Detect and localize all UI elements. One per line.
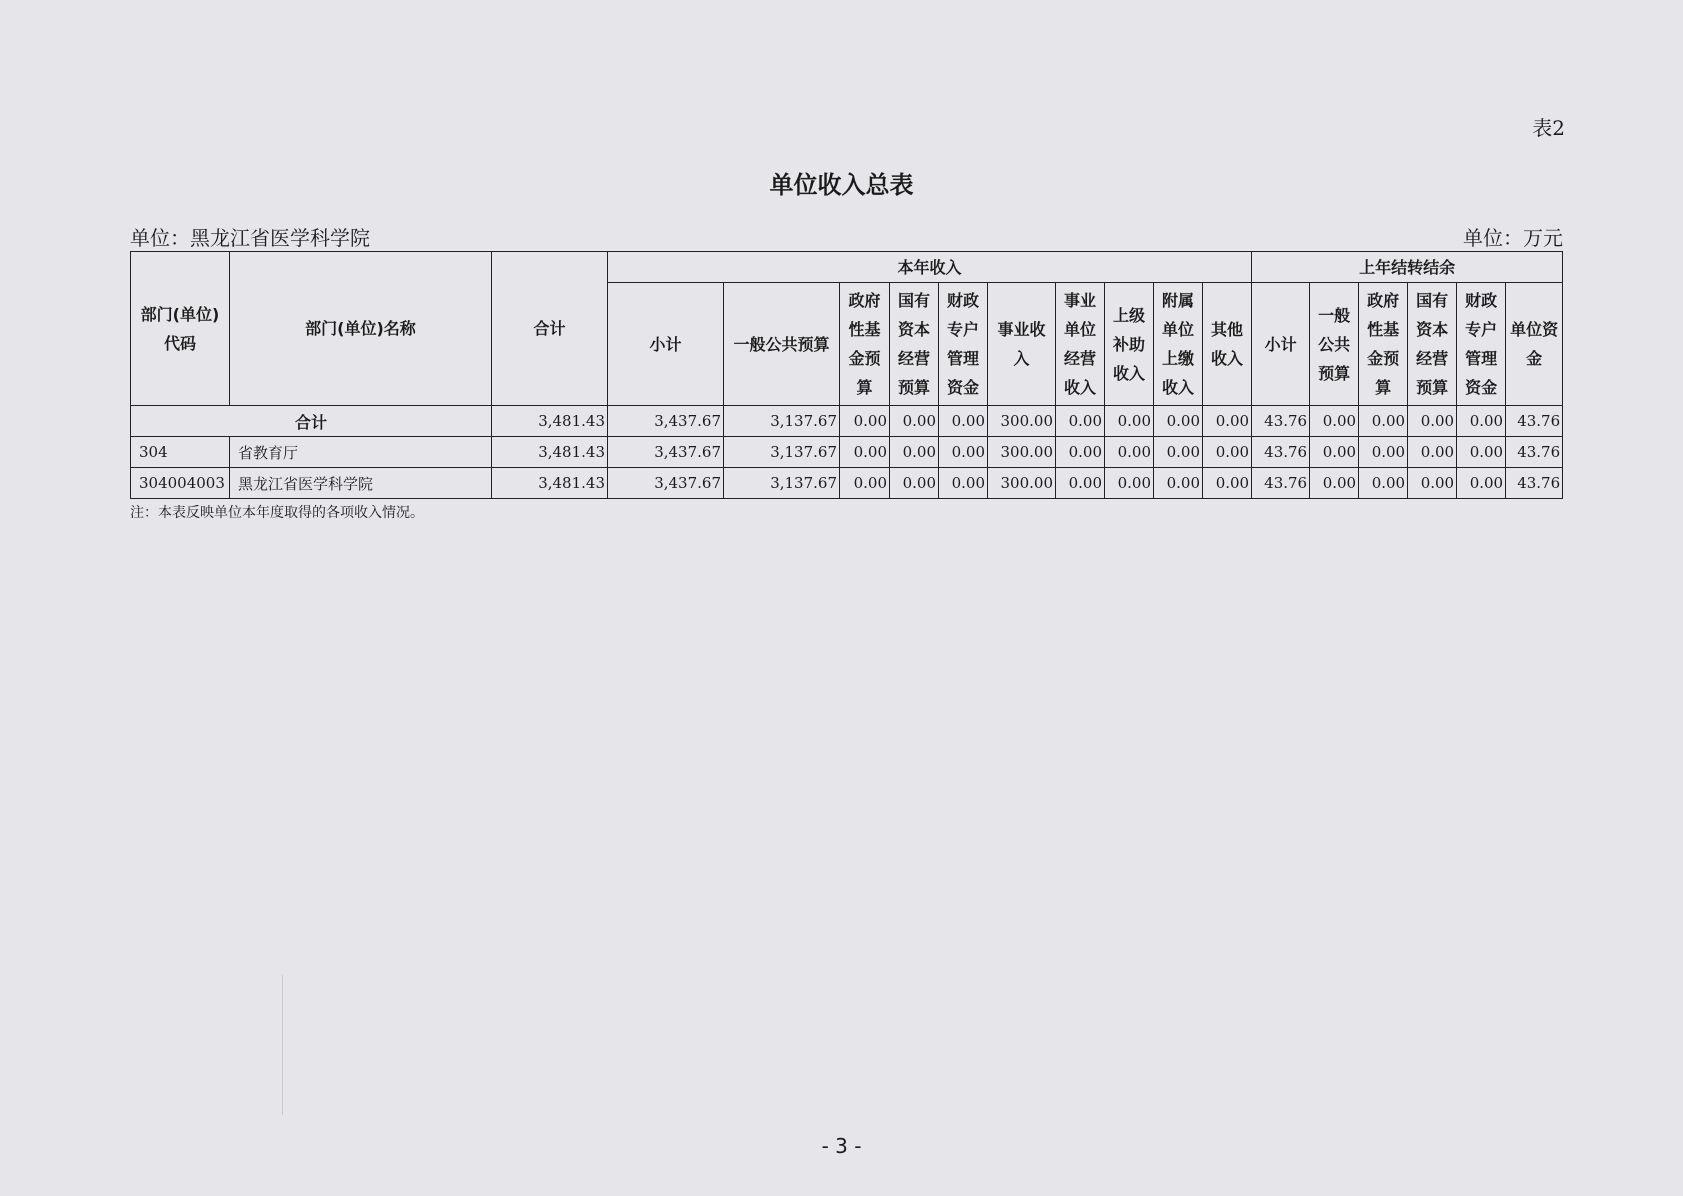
- cell-value: 0.00: [939, 437, 988, 468]
- cell-value: 0.00: [1359, 437, 1408, 468]
- header-cy-business-income: 事业收入: [988, 283, 1056, 406]
- cell-value: 0.00: [1359, 468, 1408, 499]
- header-cy-general-budget: 一般公共预算: [724, 283, 840, 406]
- cell-value: 43.76: [1252, 468, 1310, 499]
- header-name: 部门(单位)名称: [230, 252, 492, 406]
- cell-value: 0.00: [1056, 468, 1105, 499]
- cell-value: 0.00: [1408, 437, 1457, 468]
- cell-value: 43.76: [1506, 406, 1563, 437]
- header-py-state-capital: 国有资本经营预算: [1408, 283, 1457, 406]
- row-code: 304: [131, 437, 230, 468]
- cell-value: 3,437.67: [608, 437, 724, 468]
- cell-value: 0.00: [1408, 406, 1457, 437]
- cell-value: 43.76: [1252, 406, 1310, 437]
- cell-value: 0.00: [1154, 406, 1203, 437]
- cell-value: 43.76: [1506, 468, 1563, 499]
- cell-value: 0.00: [890, 406, 939, 437]
- table-row: [131, 468, 1563, 499]
- header-total: 合计: [492, 252, 608, 406]
- cell-value: 0.00: [1203, 468, 1252, 499]
- cell-value: 3,137.67: [724, 437, 840, 468]
- cell-value: 3,437.67: [608, 406, 724, 437]
- header-py-gov-fund: 政府性基金预算: [1359, 283, 1408, 406]
- cell-value: 3,137.67: [724, 406, 840, 437]
- header-cy-special-account: 财政专户管理资金: [939, 283, 988, 406]
- cell-value: 0.00: [890, 468, 939, 499]
- header-cy-state-capital: 国有资本经营预算: [890, 283, 939, 406]
- header-py-special-account: 财政专户管理资金: [1457, 283, 1506, 406]
- header-py-general-budget: 一般公共预算: [1310, 283, 1359, 406]
- cell-value: 0.00: [1056, 406, 1105, 437]
- header-py-unit-funds: 单位资金: [1506, 283, 1563, 406]
- cell-value: 0.00: [1203, 406, 1252, 437]
- cell-value: 0.00: [1105, 437, 1154, 468]
- row-name: 省教育厅: [230, 437, 492, 468]
- header-cy-subtotal: 小计: [608, 283, 724, 406]
- cell-value: 0.00: [1154, 437, 1203, 468]
- scan-artifact-line: [282, 975, 283, 1115]
- table-number: 表2: [1532, 116, 1565, 140]
- income-summary-table: [130, 251, 1563, 499]
- header-py-subtotal: 小计: [1252, 283, 1310, 406]
- cell-value: 0.00: [939, 406, 988, 437]
- cell-value: 3,481.43: [492, 437, 608, 468]
- row-name: 黑龙江省医学科学院: [230, 468, 492, 499]
- cell-value: 3,137.67: [724, 468, 840, 499]
- cell-value: 300.00: [988, 437, 1056, 468]
- unit-organization: 单位：黑龙江省医学科学院: [130, 226, 370, 250]
- cell-value: 0.00: [1105, 406, 1154, 437]
- header-prior-year-carryover: 上年结转结余: [1252, 252, 1563, 283]
- table-row: [131, 437, 1563, 468]
- cell-value: 0.00: [840, 468, 890, 499]
- header-cy-gov-fund: 政府性基金预算: [840, 283, 890, 406]
- row-label: 合计: [131, 406, 492, 437]
- cell-value: 0.00: [1310, 406, 1359, 437]
- header-code: 部门(单位)代码: [131, 252, 230, 406]
- cell-value: 300.00: [988, 406, 1056, 437]
- cell-value: 0.00: [1105, 468, 1154, 499]
- cell-value: 0.00: [1203, 437, 1252, 468]
- cell-value: 0.00: [1154, 468, 1203, 499]
- cell-value: 0.00: [1457, 406, 1506, 437]
- cell-value: 0.00: [1408, 468, 1457, 499]
- table-row-total: [131, 406, 1563, 437]
- cell-value: 3,437.67: [608, 468, 724, 499]
- page-title: 单位收入总表: [769, 171, 914, 199]
- cell-value: 0.00: [890, 437, 939, 468]
- cell-value: 0.00: [1457, 468, 1506, 499]
- cell-value: 0.00: [840, 437, 890, 468]
- page-number: - 3 -: [821, 1134, 862, 1158]
- cell-value: 0.00: [939, 468, 988, 499]
- table-note: 注：本表反映单位本年度取得的各项收入情况。: [130, 505, 424, 521]
- header-cy-operating-income: 事业单位经营收入: [1056, 283, 1105, 406]
- cell-value: 0.00: [1359, 406, 1408, 437]
- cell-value: 0.00: [1457, 437, 1506, 468]
- unit-currency: 单位：万元: [1463, 226, 1563, 250]
- header-cy-other-income: 其他收入: [1203, 283, 1252, 406]
- cell-value: 43.76: [1506, 437, 1563, 468]
- cell-value: 300.00: [988, 468, 1056, 499]
- row-code: 304004003: [131, 468, 230, 499]
- cell-value: 0.00: [840, 406, 890, 437]
- cell-value: 3,481.43: [492, 468, 608, 499]
- header-current-year-income: 本年收入: [608, 252, 1252, 283]
- header-cy-affiliate-remit: 附属单位上缴收入: [1154, 283, 1203, 406]
- cell-value: 0.00: [1056, 437, 1105, 468]
- cell-value: 0.00: [1310, 437, 1359, 468]
- cell-value: 3,481.43: [492, 406, 608, 437]
- cell-value: 0.00: [1310, 468, 1359, 499]
- cell-value: 43.76: [1252, 437, 1310, 468]
- header-cy-superior-subsidy: 上级补助收入: [1105, 283, 1154, 406]
